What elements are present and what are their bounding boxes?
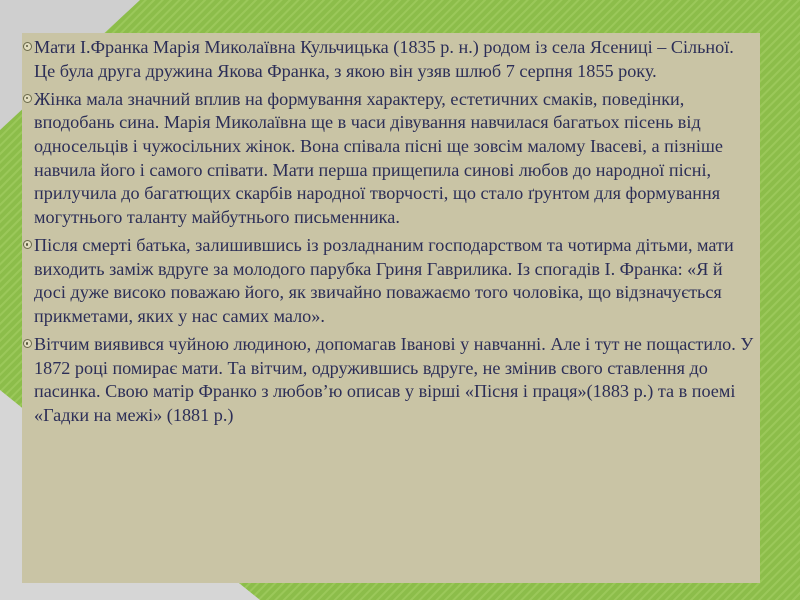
circle-bullet-icon xyxy=(23,339,32,348)
paragraph-2-text: Жінка мала значний вплив на формування характеру, естетичних смаків, поведінки, вподобань сина. Марія Миколаївна ще в часи дівування навчилася багатьох пісень від односельців і чужосільних жінок. Вона співала пісні ще зовсім малому Івасеві, а пізніше навчила його і самого співати. Мати перша прищепила синові любов до народної пісні, прилучила до багатющих скарбів народної творчості, що стало ґрунтом для формування могутнього таланту майбутнього письменника. xyxy=(34,88,723,227)
circle-bullet-icon xyxy=(23,42,32,51)
circle-bullet-icon xyxy=(23,240,32,249)
paragraph-3 xyxy=(24,234,759,328)
paragraph-3-text: Після смерті батька, залишившись із розладнаним господарством та чотирма дітьми, мати виходить заміж вдруге за молодого парубка Гриня Гаврилика. Із спогадів І. Франка: «Я й досі дуже високо поважаю його, як звичайно поважаємо того чоловіка, що відзначується прикметами, яких у нас самих мало». xyxy=(34,235,734,326)
paragraph-4 xyxy=(24,333,759,427)
paragraph-1-text: Мати І.Франка Марія Миколаївна Кульчицька (1835 р. н.) родом із села Ясениці – Сільної. Це була друга дружина Якова Франка, з якою він узяв шлюб 7 серпня 1855 року. xyxy=(34,37,734,81)
paragraph-2 xyxy=(24,88,759,230)
paragraph-1 xyxy=(24,36,759,83)
circle-bullet-icon xyxy=(23,94,32,103)
slide-text xyxy=(24,36,759,432)
paragraph-4-text: Вітчим виявився чуйною людиною, допомагав Іванові у навчанні. Але і тут не пощастило. У 1872 році помирає мати. Та вітчим, одружившись вдруге, не змінив свого ставлення до пасинка. Свою матір Франко з любов’ю описав у вірші «Пісня і праця»(1883 р.) та в поемі «Гадки на межі» (1881 р.) xyxy=(34,334,754,425)
